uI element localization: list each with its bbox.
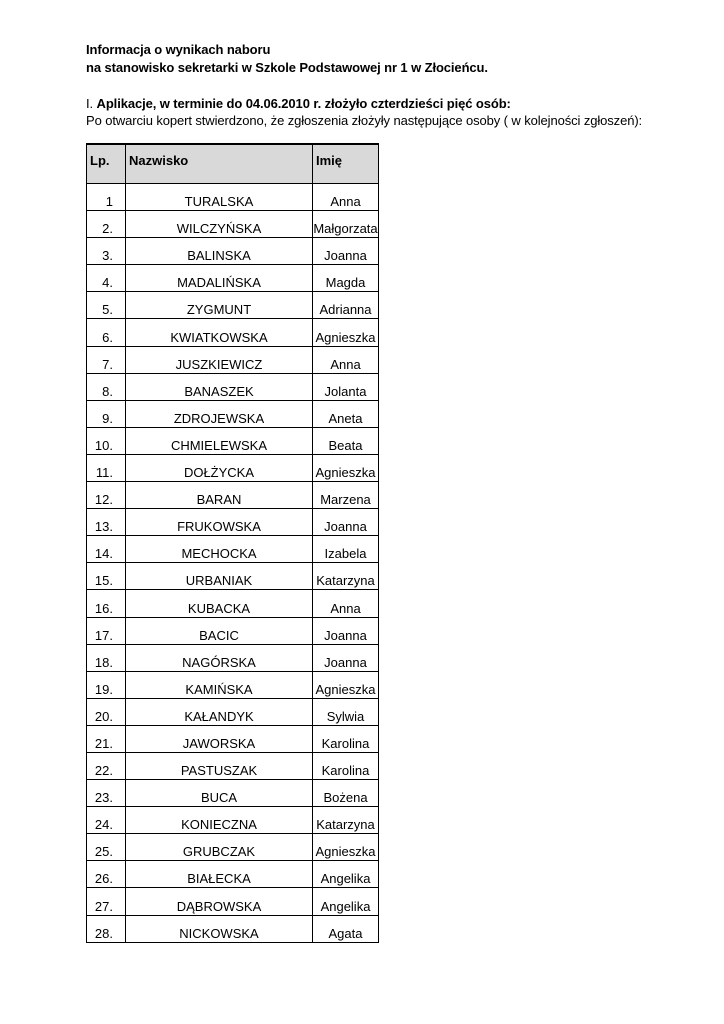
cell-surname: MECHOCKA: [126, 536, 313, 563]
cell-lp: 16.: [87, 590, 126, 617]
cell-name: Małgorzata: [313, 211, 379, 238]
heading-line-1: Informacja o wynikach naboru: [86, 42, 271, 57]
cell-lp: 22.: [87, 752, 126, 779]
cell-surname: BUCA: [126, 780, 313, 807]
table-row: [87, 590, 379, 617]
cell-surname: MADALIŃSKA: [126, 265, 313, 292]
cell-lp: 9.: [87, 400, 126, 427]
cell-surname: KONIECZNA: [126, 807, 313, 834]
table-row: [87, 509, 379, 536]
table-row: [87, 211, 379, 238]
cell-name: Magda: [313, 265, 379, 292]
cell-lp: 20.: [87, 698, 126, 725]
table-row: [87, 671, 379, 698]
cell-name: Beata: [313, 427, 379, 454]
cell-lp: 23.: [87, 780, 126, 807]
cell-lp: 13.: [87, 509, 126, 536]
cell-lp: 17.: [87, 617, 126, 644]
table-body: [87, 184, 379, 943]
cell-name: Joanna: [313, 238, 379, 265]
cell-lp: 28.: [87, 915, 126, 942]
cell-name: Angelika: [313, 861, 379, 888]
cell-name: Anna: [313, 346, 379, 373]
table-row: [87, 482, 379, 509]
table-header-row: [87, 144, 379, 184]
table-row: [87, 644, 379, 671]
table-row: [87, 373, 379, 400]
cell-name: Agnieszka: [313, 319, 379, 346]
cell-name: Agata: [313, 915, 379, 942]
table-row: [87, 617, 379, 644]
cell-surname: KUBACKA: [126, 590, 313, 617]
section-number: I.: [86, 96, 94, 111]
table-row: [87, 915, 379, 942]
table-row: [87, 780, 379, 807]
cell-surname: DOŁŻYCKA: [126, 454, 313, 481]
table-header: [87, 144, 379, 184]
section-applications: [86, 95, 642, 129]
cell-surname: FRUKOWSKA: [126, 509, 313, 536]
section-title: [86, 95, 642, 112]
cell-lp: 7.: [87, 346, 126, 373]
cell-name: Angelika: [313, 888, 379, 915]
cell-surname: BIAŁECKA: [126, 861, 313, 888]
table-row: [87, 698, 379, 725]
cell-surname: KWIATKOWSKA: [126, 319, 313, 346]
table-row: [87, 427, 379, 454]
table-row: [87, 319, 379, 346]
cell-surname: BARAN: [126, 482, 313, 509]
cell-surname: PASTUSZAK: [126, 752, 313, 779]
cell-name: Izabela: [313, 536, 379, 563]
cell-lp: 3.: [87, 238, 126, 265]
cell-name: Bożena: [313, 780, 379, 807]
cell-name: Anna: [313, 184, 379, 211]
cell-name: Agnieszka: [313, 454, 379, 481]
cell-surname: URBANIAK: [126, 563, 313, 590]
column-header-lp: Lp.: [87, 144, 126, 184]
cell-surname: DĄBROWSKA: [126, 888, 313, 915]
cell-lp: 21.: [87, 725, 126, 752]
column-header-name: Imię: [313, 144, 379, 184]
table-row: [87, 861, 379, 888]
cell-lp: 19.: [87, 671, 126, 698]
cell-surname: KAŁANDYK: [126, 698, 313, 725]
cell-surname: WILCZYŃSKA: [126, 211, 313, 238]
cell-lp: 26.: [87, 861, 126, 888]
cell-surname: BACIC: [126, 617, 313, 644]
cell-lp: 12.: [87, 482, 126, 509]
cell-surname: TURALSKA: [126, 184, 313, 211]
cell-surname: NICKOWSKA: [126, 915, 313, 942]
cell-surname: CHMIELEWSKA: [126, 427, 313, 454]
table-row: [87, 346, 379, 373]
section-description: Po otwarciu kopert stwierdzono, że zgłoszenia złożyły następujące osoby ( w kolejności zgłoszeń):: [86, 113, 643, 128]
cell-lp: 11.: [87, 454, 126, 481]
cell-surname: JAWORSKA: [126, 725, 313, 752]
cell-name: Katarzyna: [313, 807, 379, 834]
cell-surname: NAGÓRSKA: [126, 644, 313, 671]
cell-surname: KAMIŃSKA: [126, 671, 313, 698]
cell-surname: ZYGMUNT: [126, 292, 313, 319]
table-row: [87, 834, 379, 861]
table-row: [87, 536, 379, 563]
cell-name: Joanna: [313, 617, 379, 644]
cell-lp: 15.: [87, 563, 126, 590]
cell-name: Agnieszka: [313, 834, 379, 861]
cell-lp: 5.: [87, 292, 126, 319]
cell-name: Adrianna: [313, 292, 379, 319]
cell-name: Joanna: [313, 644, 379, 671]
cell-lp: 6.: [87, 319, 126, 346]
applicants-table: [86, 143, 379, 943]
table-row: [87, 292, 379, 319]
cell-name: Joanna: [313, 509, 379, 536]
cell-lp: 4.: [87, 265, 126, 292]
cell-surname: GRUBCZAK: [126, 834, 313, 861]
cell-surname: BANASZEK: [126, 373, 313, 400]
cell-lp: 2.: [87, 211, 126, 238]
document-heading: [86, 41, 488, 77]
cell-name: Karolina: [313, 725, 379, 752]
column-header-surname: Nazwisko: [126, 144, 313, 184]
table-row: [87, 454, 379, 481]
cell-lp: 1: [87, 184, 126, 211]
table-row: [87, 563, 379, 590]
section-title-text: Aplikacje, w terminie do 04.06.2010 r. złożyło czterdzieści pięć osób:: [96, 96, 511, 111]
cell-lp: 18.: [87, 644, 126, 671]
cell-lp: 10.: [87, 427, 126, 454]
cell-name: Marzena: [313, 482, 379, 509]
cell-lp: 25.: [87, 834, 126, 861]
cell-name: Sylwia: [313, 698, 379, 725]
cell-lp: 27.: [87, 888, 126, 915]
cell-name: Anna: [313, 590, 379, 617]
table-row: [87, 400, 379, 427]
table-row: [87, 184, 379, 211]
cell-surname: JUSZKIEWICZ: [126, 346, 313, 373]
cell-lp: 8.: [87, 373, 126, 400]
cell-surname: BALINSKA: [126, 238, 313, 265]
cell-name: Katarzyna: [313, 563, 379, 590]
table-row: [87, 265, 379, 292]
table-row: [87, 888, 379, 915]
cell-name: Agnieszka: [313, 671, 379, 698]
cell-name: Jolanta: [313, 373, 379, 400]
cell-name: Karolina: [313, 752, 379, 779]
table-row: [87, 238, 379, 265]
table-row: [87, 752, 379, 779]
table-row: [87, 725, 379, 752]
cell-lp: 14.: [87, 536, 126, 563]
heading-line-2: na stanowisko sekretarki w Szkole Podstawowej nr 1 w Złocieńcu.: [86, 60, 488, 75]
cell-lp: 24.: [87, 807, 126, 834]
table-row: [87, 807, 379, 834]
cell-surname: ZDROJEWSKA: [126, 400, 313, 427]
cell-name: Aneta: [313, 400, 379, 427]
